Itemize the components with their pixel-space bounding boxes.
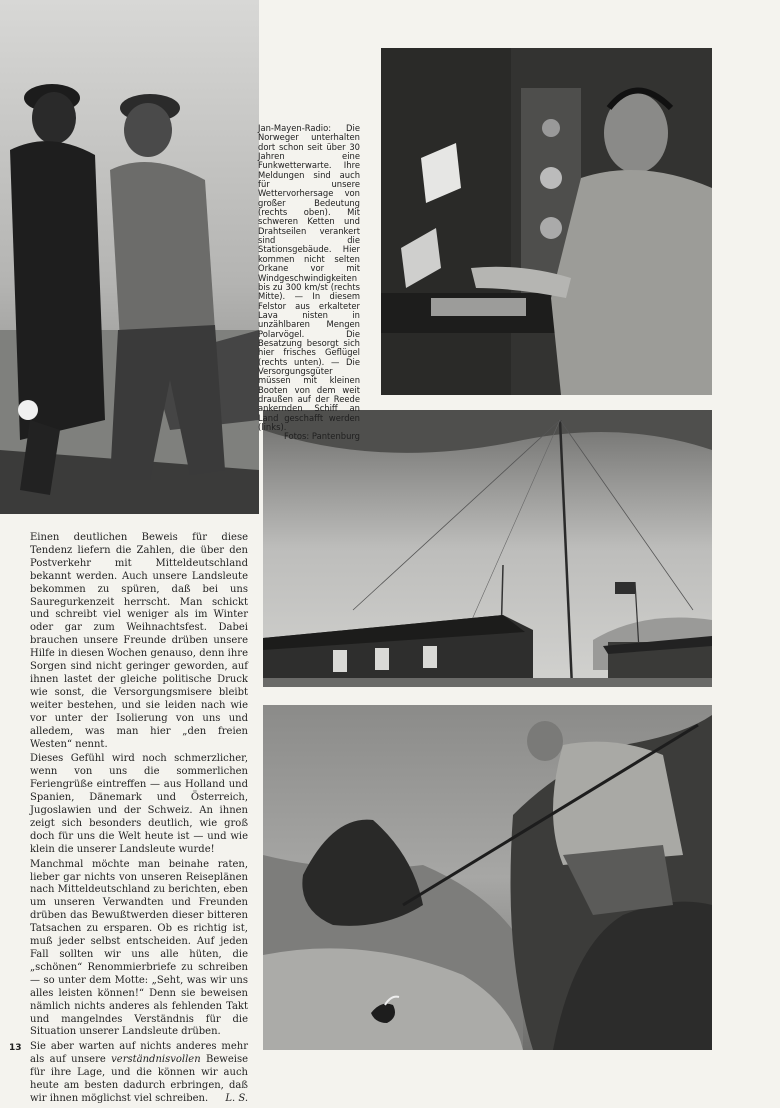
article-paragraph-1: Einen deutlichen Beweis für diese Tendenz liefern die Zahlen, die über den Postverkehr mit Mitteldeutschland bekannt werden. Auch unsere Landsleute bekommen zu spüren, daß bei uns Sauregurkenzeit herrscht. Man schickt und schreibt viel weniger als im Winter oder gar zum Weihnachtsfest. Dabei brauchen unsere Freunde drüben unsere Hilfe in diesen Wochen genauso, denn ihre Sorgen sind nicht geringer geworden, auf ihnen lastet der gleiche politische Druck wie sonst, die Versorgungsmisere bleibt weiter bestehen, und sie leiden nach wie vor unter der Isolierung von uns und alledem, was man hier „den freien Westen“ nennt.	[30, 532, 248, 750]
paragraph-4-emphasis: verständnisvollen	[111, 1054, 201, 1066]
photo-credit: Fotos: Pantenburg	[284, 431, 360, 442]
author-signature: L. S.	[225, 1092, 248, 1104]
paragraph-4-text-b: Beweise für ihre Lage, und die können wir auch heute am besten dadurch erbringen, daß wir ihnen möglichst viel schreiben.	[30, 1054, 249, 1104]
article-paragraph-2: Dieses Gefühl wird noch schmerzlicher, wenn von uns die sommerlichen Feriengrüße eintreffen — aus Holland und Spanien, Dänemark und Österreich, Jugoslawien und der Schweiz. An ihnen zeigt sich besonders deutlich, wie groß doch für uns die Welt heute ist — und wie klein die unserer Landsleute wurde!	[30, 753, 248, 855]
photo-bird-catching	[263, 705, 712, 1050]
article-body	[30, 532, 248, 1108]
article-paragraph-3: Manchmal möchte man beinahe raten, lieber gar nichts von unseren Reiseplänen nach Mitteldeutschland zu berichten, eben um unseren Verwandten und Freunden drüben das Bewußtwerden dieser bitteren Tatsachen zu ersparen. Ob es richtig ist, muß jeder selbst entscheiden. Auf jeden Fall sollten wir uns alle hüten, die „schönen“ Renommierbriefe zu schreiben — so unter dem Motte: „Seht, was wir uns alles leisten können!“ Denn sie beweisen nämlich nichts anderes als fehlenden Takt und mangelndes Verständnis für die Situation unserer Landsleute drüben.	[30, 858, 248, 1038]
caption-text: Jan-Mayen-Radio: Die Norweger unterhalten dort schon seit über 30 Jahren eine Funkwetterwarte. Ihre Meldungen sind auch für unsere Wettervorhersage von großer Bedeutung (rechts oben). Mit schweren Ketten und Drahtseilen verankert sind die Stationsgebäude. Hier kommen nicht selten Orkane vor mit Windgeschwindigkeiten bis zu 300 km/st (rechts Mitte). — In diesem Felstor aus erkalteter Lava nisten in unzählbaren Mengen Polarvögel. Die Besatzung besorgt sich hier frisches Geflügel (rechts unten). — Die Versorgungsgüter müssen mit kleinen Booten von dem weit draußen auf der Reede ankernden Schiff an Land geschafft werden (links).	[258, 123, 360, 432]
photo-weather-station	[263, 410, 712, 687]
photo-radio-operator	[381, 48, 712, 395]
photo-caption	[258, 124, 360, 442]
article-paragraph-4	[30, 1041, 248, 1106]
paragraph-4-text-a: Sie aber warten auf nichts anderes mehr als auf unsere	[30, 1041, 248, 1066]
photo-men-on-shore	[0, 0, 259, 514]
page-number: 13	[9, 1043, 22, 1053]
